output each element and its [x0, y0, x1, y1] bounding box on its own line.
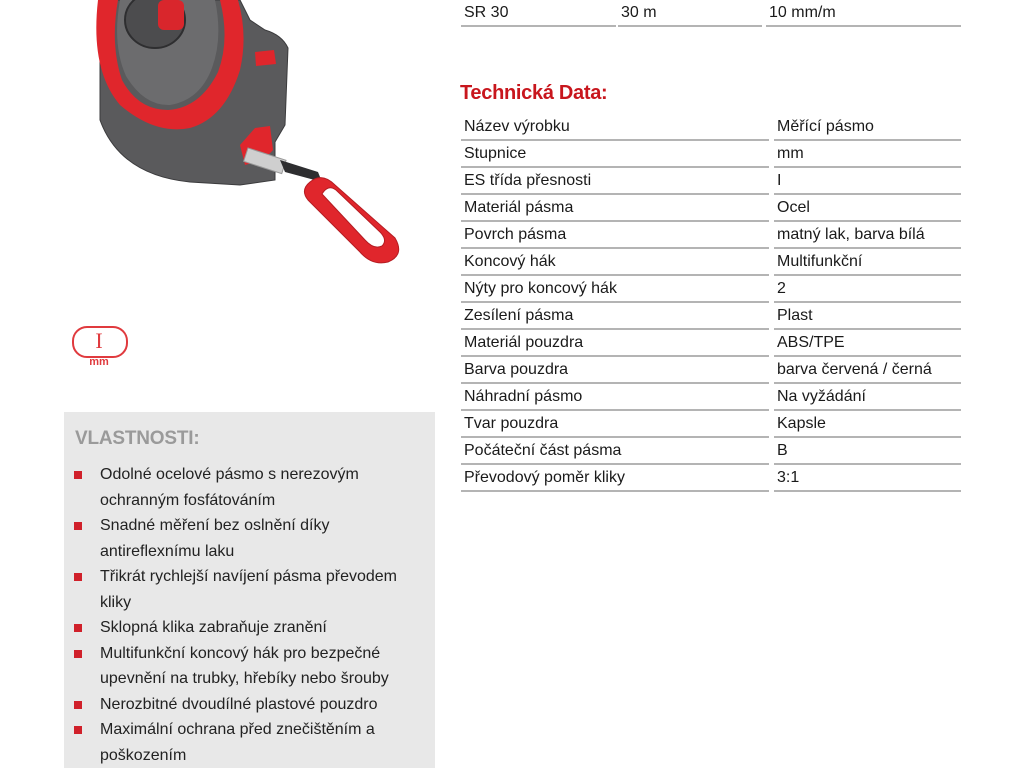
features-list: [64, 462, 435, 768]
spec-name-cell: Barva pouzdra: [461, 357, 769, 384]
measuring-tape-image: [60, 0, 420, 280]
square-bullet-icon: [74, 573, 82, 581]
spec-value-cell: I: [774, 168, 961, 195]
spec-value-cell: B: [774, 438, 961, 465]
spec-name-cell: Materiál pouzdra: [461, 330, 769, 357]
table-row: [461, 0, 961, 27]
table-row: [461, 357, 961, 384]
table-row: [461, 303, 961, 330]
features-box: [64, 412, 435, 768]
spec-value-cell: ABS/TPE: [774, 330, 961, 357]
spec-name-cell: Koncový hák: [461, 249, 769, 276]
feature-item: [64, 615, 435, 641]
table-row: [461, 384, 961, 411]
spec-value-cell: Měřící pásmo: [774, 114, 961, 141]
spec-value-cell: mm: [774, 141, 961, 168]
spec-name-cell: Nýty pro koncový hák: [461, 276, 769, 303]
feature-text-line: Třikrát rychlejší navíjení pásma převodem: [100, 568, 397, 585]
spec-name-cell: Materiál pásma: [461, 195, 769, 222]
features-title: VLASTNOSTI:: [75, 428, 200, 449]
feature-text-line: Nerozbitné dvoudílné plastové pouzdro: [100, 695, 378, 713]
spec-name-cell: Zesílení pásma: [461, 303, 769, 330]
tech-data-table: [461, 114, 961, 492]
table-row: [461, 195, 961, 222]
feature-text-line: upevnění na trubky, hřebíky nebo šrouby: [100, 670, 389, 687]
spec-value-cell: Plast: [774, 303, 961, 330]
feature-text-line: Odolné ocelové pásmo s nerezovým: [100, 466, 359, 483]
feature-item: [64, 692, 435, 718]
feature-item: [64, 564, 435, 615]
spec-name-cell: Převodový poměr kliky: [461, 465, 769, 492]
feature-item: [64, 513, 435, 564]
table-row: [461, 114, 961, 141]
spec-value-cell: Multifunkční: [774, 249, 961, 276]
spec-name-cell: ES třída přesnosti: [461, 168, 769, 195]
feature-text-line: ochranným fosfátováním: [100, 491, 276, 509]
spec-value-cell: matný lak, barva bílá: [774, 222, 961, 249]
square-bullet-icon: [74, 624, 82, 632]
table-row: [461, 411, 961, 438]
feature-item: [64, 462, 435, 513]
table-cell: SR 30: [461, 0, 616, 27]
feature-text-line: Snadné měření bez oslnění díky: [100, 517, 330, 534]
grip-top: [255, 50, 276, 66]
crank-arm: [158, 0, 184, 30]
spec-name-cell: Počáteční část pásma: [461, 438, 769, 465]
table-row: [461, 249, 961, 276]
spec-name-cell: Náhradní pásmo: [461, 384, 769, 411]
feature-text-line: Multifunkční koncový hák pro bezpečné: [100, 644, 381, 662]
square-bullet-icon: [74, 522, 82, 530]
spec-name-cell: Stupnice: [461, 141, 769, 168]
spec-value-cell: Ocel: [774, 195, 961, 222]
accuracy-class-badge: [71, 326, 129, 372]
class-unit: mm: [89, 356, 109, 368]
feature-text-line: Maximální ochrana před znečištěním a: [100, 721, 375, 738]
table-row: [461, 141, 961, 168]
feature-text-line: Sklopná klika zabraňuje zranění: [100, 619, 327, 636]
spec-value-cell: 2: [774, 276, 961, 303]
table-row: [461, 276, 961, 303]
feature-text-line: kliky: [100, 593, 132, 611]
spec-value-cell: 3:1: [774, 465, 961, 492]
table-cell: 30 m: [618, 0, 762, 27]
spec-name-cell: Název výrobku: [461, 114, 769, 141]
spec-value-cell: Na vyžádání: [774, 384, 961, 411]
tech-data-title: Technická Data:: [460, 82, 608, 104]
spec-value-cell: barva červená / černá: [774, 357, 961, 384]
spec-name-cell: Povrch pásma: [461, 222, 769, 249]
table-row: [461, 465, 961, 492]
table-row: [461, 330, 961, 357]
spec-name-cell: Tvar pouzdra: [461, 411, 769, 438]
table-row: [461, 222, 961, 249]
feature-text-line: antireflexnímu laku: [100, 542, 235, 560]
square-bullet-icon: [74, 471, 82, 479]
class-symbol: I: [95, 328, 103, 353]
table-row: [461, 438, 961, 465]
hook-handle: [304, 178, 398, 263]
feature-item: [64, 717, 435, 768]
feature-text-line: poškozením: [100, 746, 187, 764]
table-cell: 10 mm/m: [766, 0, 961, 27]
table-row: [461, 168, 961, 195]
square-bullet-icon: [74, 726, 82, 734]
square-bullet-icon: [74, 701, 82, 709]
square-bullet-icon: [74, 650, 82, 658]
feature-item: [64, 641, 435, 692]
spec-value-cell: Kapsle: [774, 411, 961, 438]
variant-table: [461, 0, 961, 27]
